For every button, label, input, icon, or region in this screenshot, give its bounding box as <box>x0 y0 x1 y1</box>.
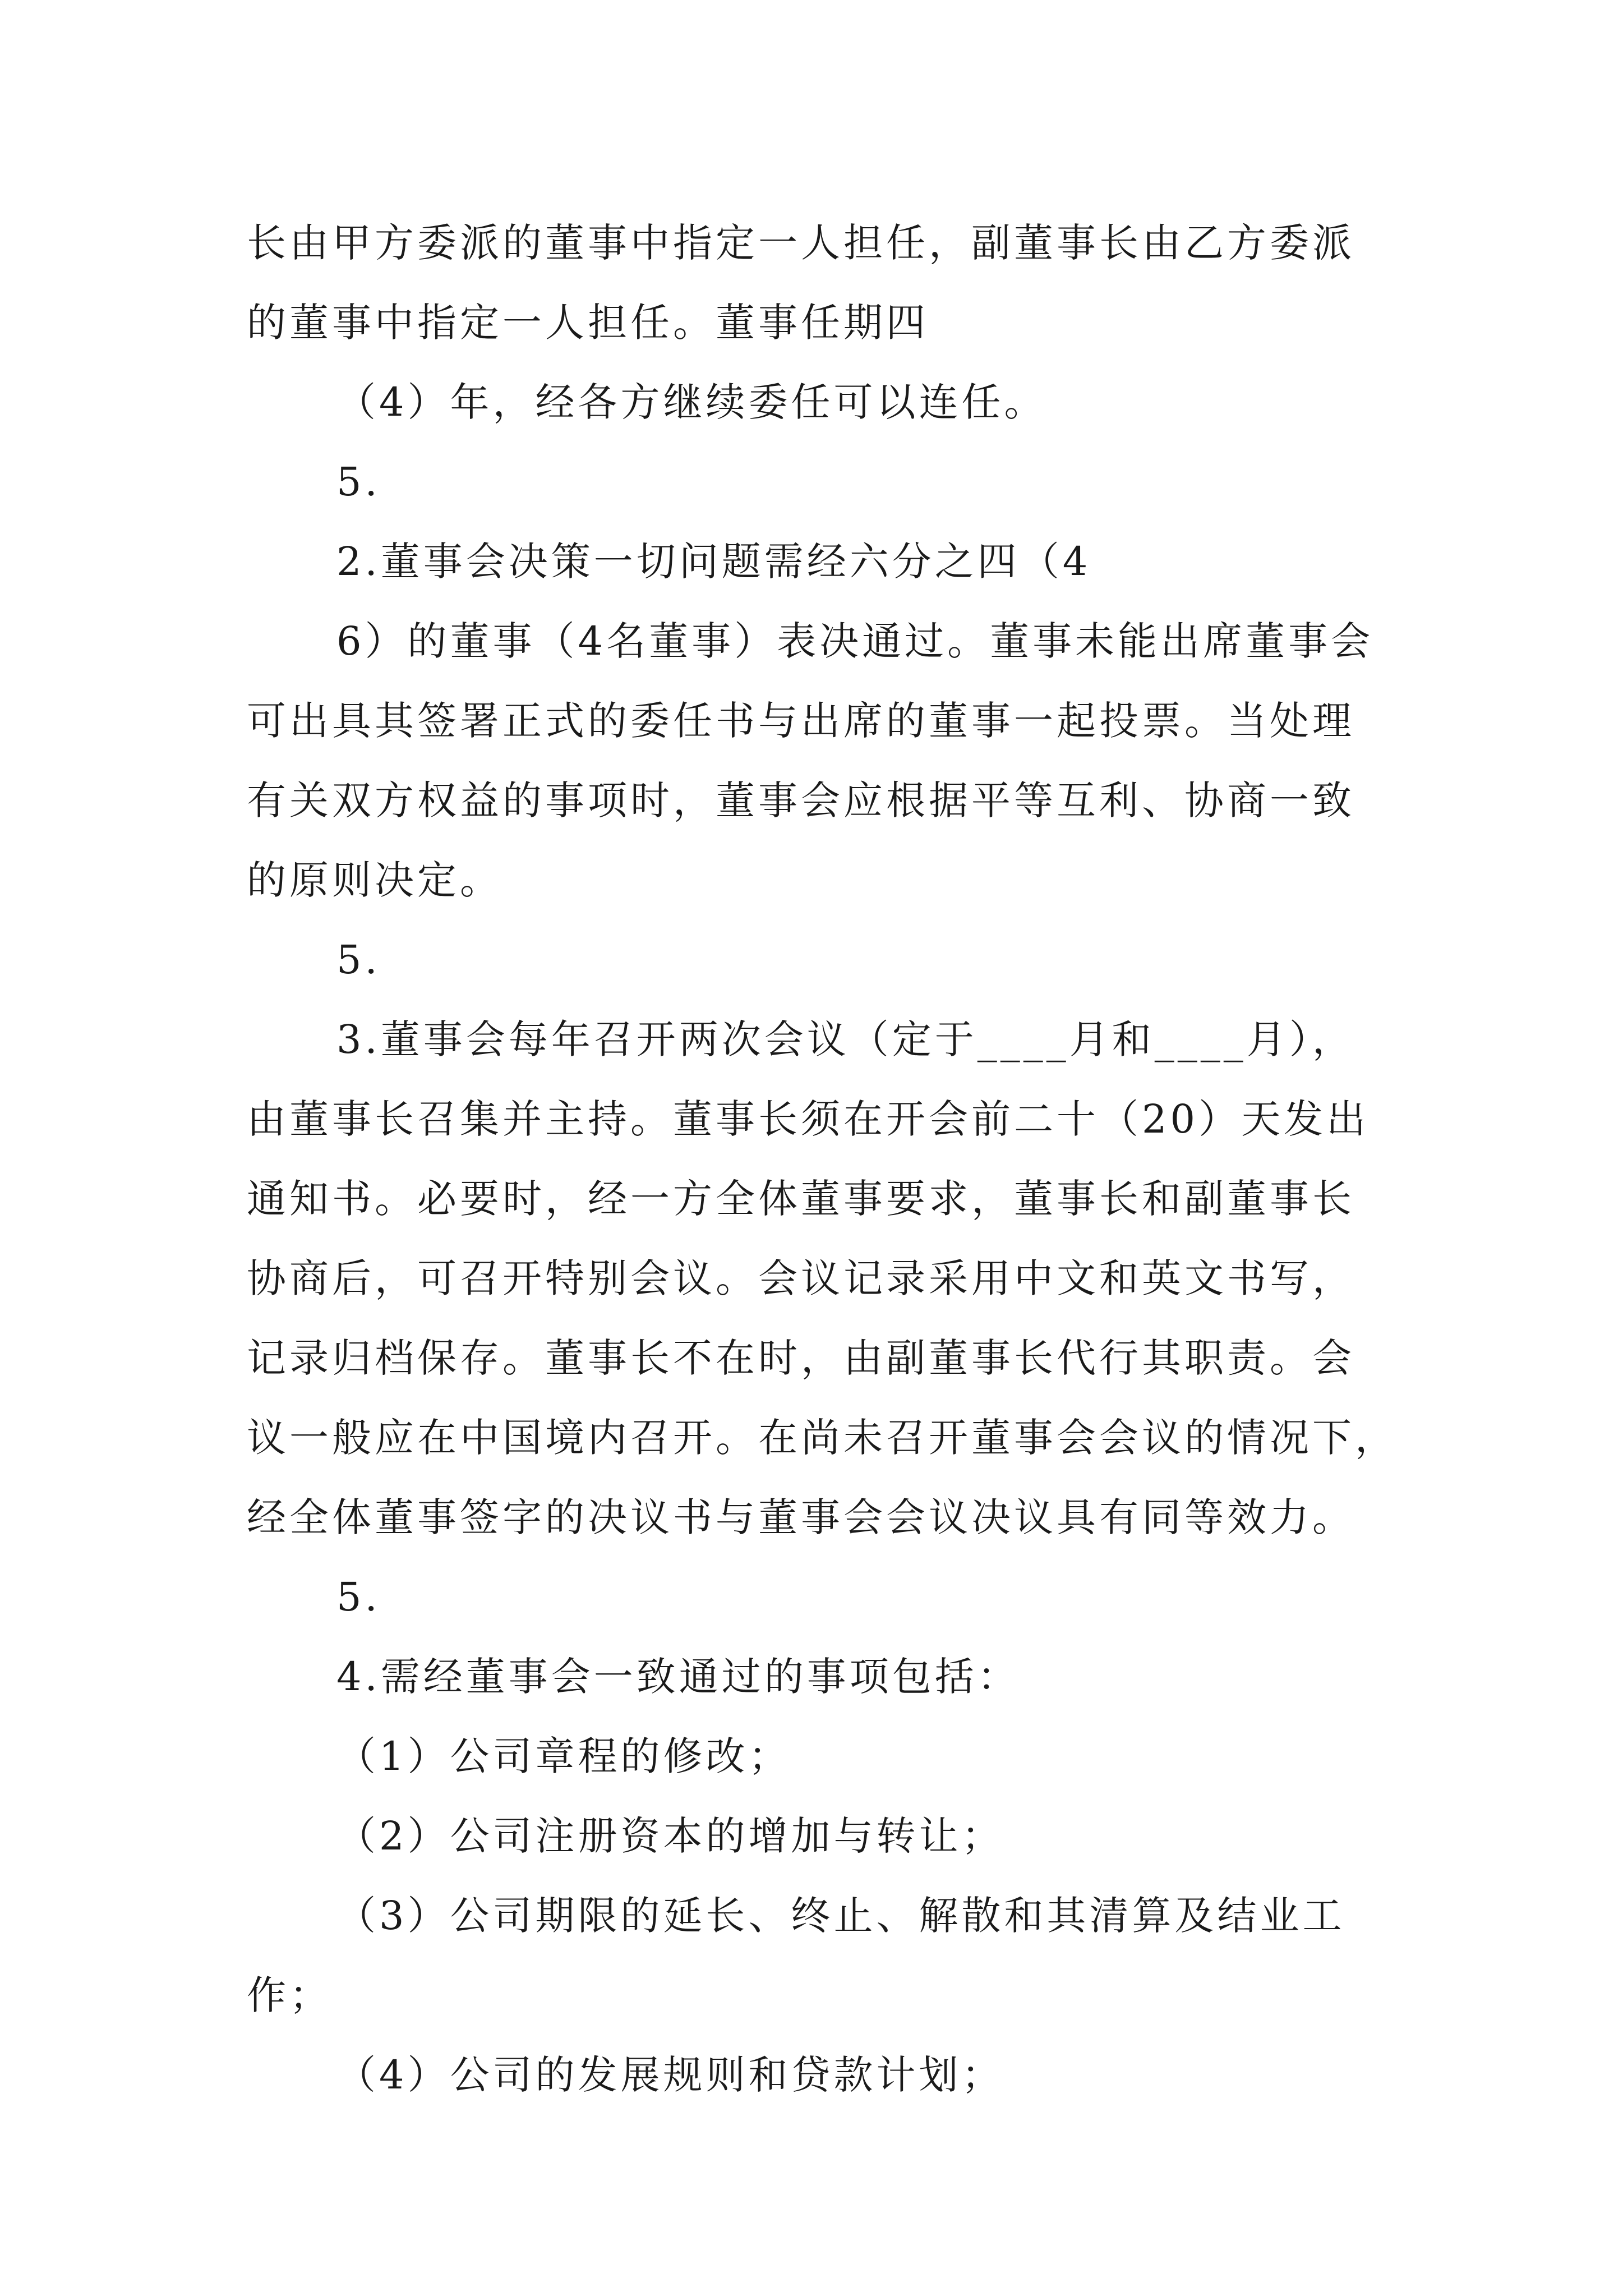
text-line: 6）的董事（4名董事）表决通过。董事未能出席董事会 <box>336 618 1374 664</box>
section-number: 5. <box>336 1574 381 1620</box>
list-item: （4）公司的发展规则和贷款计划； <box>336 2052 1004 2098</box>
text-line: 通知书。必要时，经一方全体董事要求，董事长和副董事长 <box>247 1176 1355 1222</box>
text-line: 3.董事会每年召开两次会议（定于____月和____月）， <box>336 1016 1355 1062</box>
list-item: （3）公司期限的延长、终止、解散和其清算及结业工 <box>336 1893 1345 1939</box>
text-line: 记录归档保存。董事长不在时，由副董事长代行其职责。会 <box>247 1335 1355 1381</box>
list-item: （2）公司注册资本的增加与转让； <box>336 1813 1004 1859</box>
text-line: 长由甲方委派的董事中指定一人担任，副董事长由乙方委派 <box>247 220 1355 266</box>
text-line: 经全体董事签字的决议书与董事会会议决议具有同等效力。 <box>247 1494 1355 1540</box>
text-line: 的原则决定。 <box>247 857 502 903</box>
text-line: 2.董事会决策一切问题需经六分之四（4 <box>336 539 1091 585</box>
text-line: 作； <box>247 1972 332 2018</box>
section-number: 5. <box>336 937 381 983</box>
text-line: 协商后，可召开特别会议。会议记录采用中文和英文书写， <box>247 1255 1355 1301</box>
list-item: （1）公司章程的修改； <box>336 1733 791 1779</box>
section-number: 5. <box>336 459 381 505</box>
text-line: （4）年，经各方继续委任可以连任。 <box>336 379 1047 425</box>
text-line: 有关双方权益的事项时，董事会应根据平等互利、协商一致 <box>247 777 1355 823</box>
text-line: 由董事长召集并主持。董事长须在开会前二十（20）天发出 <box>247 1096 1370 1142</box>
text-line: 4.需经董事会一致通过的事项包括： <box>336 1654 1020 1700</box>
text-line: 可出具其签署正式的委任书与出席的董事一起投票。当处理 <box>247 698 1355 744</box>
text-line: 议一般应在中国境内召开。在尚未召开董事会会议的情况下， <box>247 1415 1398 1461</box>
text-line: 的董事中指定一人担任。董事任期四 <box>247 300 929 346</box>
